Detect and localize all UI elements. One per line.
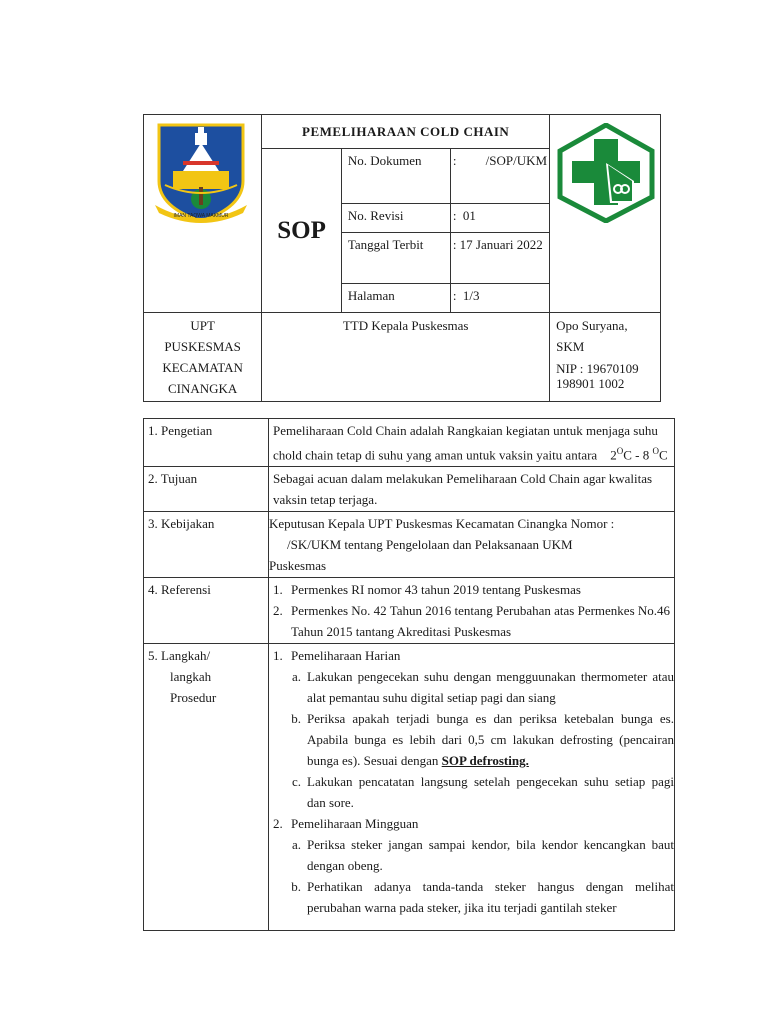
list-item [273, 579, 674, 600]
sop-content-table [143, 418, 675, 931]
head-nip: NIP : 19670109 198901 1002 [556, 361, 639, 391]
unit-name: UPT PUSKESMAS KECAMATAN CINANGKA [144, 313, 262, 402]
mingguan-title: Pemeliharaan Mingguan [291, 816, 419, 832]
left-logo-cell [144, 115, 262, 313]
kebijakan-line-1: Keputusan Kepala UPT Puskesmas Kecamatan Cinangka Nomor : [269, 516, 615, 532]
doc-number-value: : /SOP/UKM [450, 149, 549, 204]
list-letter: b. [291, 711, 301, 727]
section-label-kebijakan: 3. Kebijakan [144, 512, 269, 578]
kebijakan-line-3: Puskesmas [269, 558, 327, 574]
list-item [273, 708, 674, 771]
list-item [273, 666, 674, 708]
section-referensi [269, 578, 675, 644]
emblem-motto: IMAN TAQWA MAKMUR [173, 213, 229, 219]
section-label-tujuan: 2. Tujuan [144, 467, 269, 512]
issue-date-label: Tanggal Terbit [341, 233, 450, 284]
regional-emblem-icon [153, 121, 249, 225]
harian-b-text: Periksa apakah terjadi bunga es dan periksa ketebalan bunga es. Apabila bunga es lebih dari 0,5 cm lakukan defrosting (pencairan bunga es). Sesuai dengan [307, 711, 674, 769]
list-number: 2. [273, 603, 283, 619]
section-kebijakan [269, 512, 675, 578]
langkah-label-1: 5. Langkah/ [148, 648, 211, 664]
signature-label: TTD Kepala Puskesmas [262, 313, 550, 402]
temp-range: C - 8 [623, 447, 650, 463]
sop-header-table [143, 114, 661, 402]
pengertian-text: Pemeliharaan Cold Chain adalah Rangkaian kegiatan untuk menjaga suhu chold chain tetap di suhu yang aman untuk vaksin yaitu antara [273, 423, 658, 463]
doc-number-label: No. Dokumen [341, 149, 450, 204]
head-name: Opo Suryana, SKM [556, 318, 628, 354]
section-langkah [269, 644, 675, 931]
puskesmas-logo-icon [554, 123, 658, 223]
revision-value: : 01 [450, 204, 549, 233]
harian-c: Lakukan pencatatan langsung setelah pengecekan suhu setiap pagi dan sore. [307, 774, 674, 811]
harian-b [307, 708, 674, 771]
list-number: 2. [273, 816, 283, 832]
list-text: Permenkes RI nomor 43 tahun 2019 tentang Puskesmas [291, 582, 581, 598]
section-label-langkah [144, 644, 269, 931]
list-item [273, 645, 674, 666]
kebijakan-line-2: /SK/UKM tentang Pengelolaan dan Pelaksanaan UKM [287, 537, 573, 553]
harian-title: Pemeliharaan Harian [291, 648, 401, 664]
list-item [273, 813, 674, 834]
list-item [273, 834, 674, 876]
head-info [550, 313, 661, 402]
harian-a: Lakukan pengecekan suhu dengan mengguunakan thermometer atau alat pemantau suhu digital setiap pagi dan siang [307, 669, 674, 706]
issue-date-value: : 17 Januari 2022 [450, 233, 549, 284]
list-number: 1. [273, 582, 283, 598]
list-text: Permenkes No. 42 Tahun 2016 tentang Perubahan atas Permenkes No.46 Tahun 2015 tantang Akreditasi Puskesmas [291, 603, 671, 640]
document-title: PEMELIHARAAN COLD CHAIN [262, 115, 550, 149]
list-item [273, 771, 674, 813]
deg-symbol-1: O [616, 446, 624, 456]
mingguan-b: Perhatikan adanya tanda-tanda steker hangus dengan melihat perubahan warna pada steker, jika itu terjadi gantilah steker [307, 879, 674, 916]
right-logo-cell [550, 115, 661, 313]
list-letter: a. [291, 837, 301, 853]
temp-min: 2 [610, 447, 617, 463]
mingguan-a: Periksa steker jangan sampai kendor, bila kendor kencangkan baut dengan obeng. [307, 837, 674, 874]
langkah-label-3: Prosedur [170, 690, 217, 706]
list-item [273, 876, 674, 918]
list-letter: b. [291, 879, 301, 895]
tujuan-text: Sebagai acuan dalam melakukan Pemeliharaan Cold Chain agar kwalitas vaksin tetap terjaga. [269, 467, 675, 512]
list-letter: c. [291, 774, 301, 790]
section-pengertian [269, 419, 675, 467]
page-label: Halaman [341, 284, 450, 313]
sop-label: SOP [262, 149, 342, 313]
list-item [273, 600, 674, 642]
section-label-referensi: 4. Referensi [144, 578, 269, 644]
sop-defrosting-link[interactable]: SOP defrosting. [441, 753, 529, 769]
langkah-label-2: langkah [170, 669, 212, 685]
deg-symbol-2: O [652, 446, 659, 456]
list-letter: a. [291, 669, 301, 685]
temp-unit: C [658, 447, 668, 463]
list-number: 1. [273, 648, 283, 664]
revision-label: No. Revisi [341, 204, 450, 233]
section-label-pengertian: 1. Pengetian [144, 419, 269, 467]
page-value: : 1/3 [450, 284, 549, 313]
